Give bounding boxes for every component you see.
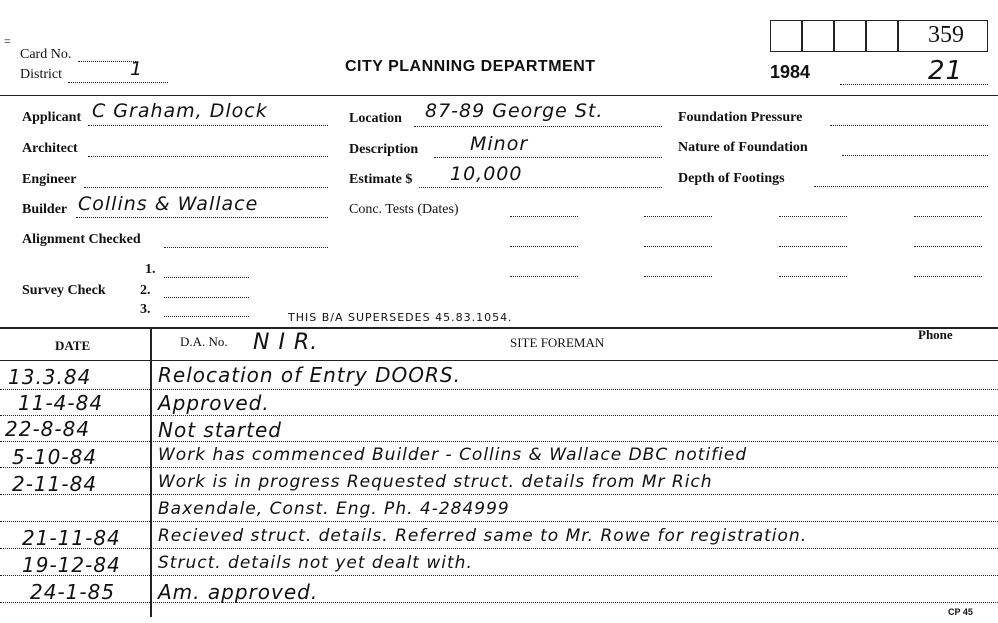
department-title: CITY PLANNING DEPARTMENT [345,58,596,75]
conc-line-1c [779,216,847,217]
row-text-1: Relocation of Entry DOORS. [158,363,461,387]
survey-line-1 [164,277,249,278]
row-text-5: Work is in progress Requested struct. details from Mr Rich [158,472,713,492]
applicant-value: C Graham, Dlock [92,100,268,122]
card-number-box-3 [834,20,866,52]
row-date-5: 2-11-84 [12,472,98,496]
year-label: 1984 [770,62,811,82]
conc-line-3d [914,276,982,277]
survey-num-2: 2. [140,283,151,298]
location-label: Location [349,111,402,126]
estimate-label: Estimate $ [349,172,413,187]
card-number-box-4 [866,20,898,52]
card-no-label: Card No. [20,47,72,62]
year-suffix: 21 [928,56,964,86]
district-label: District [20,67,62,82]
foundation-pressure-line [830,125,988,126]
row-text-9: Am. approved. [158,580,319,604]
architect-label: Architect [22,141,78,156]
estimate-line [419,187,662,188]
survey-line-3 [164,316,249,317]
supersedes-note: THIS B/A SUPERSEDES 45.83.1054. [288,311,513,324]
alignment-line [164,247,328,248]
phone-header: Phone [918,327,953,342]
row-text-3: Not started [158,418,282,442]
row-date-4: 5-10-84 [12,445,98,469]
site-foreman-header: SITE FOREMAN [510,335,605,350]
alignment-label: Alignment Checked [22,232,141,247]
row-line-3 [0,441,998,442]
estimate-value: 10,000 [450,163,523,185]
district-value: 1 [130,58,144,80]
row-text-4: Work has commenced Builder - Collins & Wallace DBC notified [158,445,748,465]
row-line-2 [0,415,998,416]
row-line-4 [0,467,998,468]
architect-line [88,156,328,157]
row-date-1: 13.3.84 [8,365,92,389]
year-line [840,84,988,85]
foundation-pressure-label: Foundation Pressure [678,110,803,125]
description-value: Minor [470,133,529,155]
conc-line-1d [914,216,982,217]
row-date-2: 11-4-84 [18,391,104,415]
description-label: Description [349,142,419,157]
margin-mark: = [4,34,11,48]
row-line-8 [0,575,998,576]
conc-line-2d [914,246,982,247]
row-line-5 [0,494,998,495]
card-number: 359 [928,22,964,48]
builder-value: Collins & Wallace [78,193,259,215]
survey-line-2 [164,297,249,298]
card-no-line [78,61,138,62]
row-line-1 [0,389,998,390]
conc-line-2c [779,246,847,247]
district-line [68,82,168,83]
engineer-line [84,187,328,188]
engineer-label: Engineer [22,172,77,187]
row-text-6: Baxendale, Const. Eng. Ph. 4-284999 [158,499,510,519]
depth-footings-line [814,186,988,187]
conc-line-1b [644,216,712,217]
date-header: DATE [55,338,91,353]
table-header-rule [0,360,998,361]
applicant-label: Applicant [22,110,82,125]
row-date-9: 24-1-85 [30,580,116,604]
form-code: CP 45 [948,607,973,617]
card-number-box-1 [770,20,802,52]
conc-line-3b [644,276,712,277]
date-column-divider [150,327,152,617]
conc-line-2a [510,246,578,247]
row-date-7: 21-11-84 [22,526,121,550]
row-text-8: Struct. details not yet dealt with. [158,553,473,573]
row-date-3: 22-8-84 [5,417,91,441]
row-line-6 [0,521,998,522]
survey-num-3: 3. [140,302,151,317]
row-text-7: Recieved struct. details. Referred same to Mr. Rowe for registration. [158,526,808,546]
header-rule [0,95,998,96]
conc-line-1a [510,216,578,217]
da-label: D.A. No. [180,334,228,349]
conc-tests-label: Conc. Tests (Dates) [349,202,459,217]
survey-num-1: 1. [145,262,156,277]
row-text-2: Approved. [158,391,270,415]
da-value: N I R. [253,330,319,355]
survey-label: Survey Check [22,283,106,298]
conc-line-2b [644,246,712,247]
conc-line-3c [779,276,847,277]
nature-foundation-label: Nature of Foundation [678,140,808,155]
description-line [434,157,662,158]
row-date-8: 19-12-84 [22,553,121,577]
conc-line-3a [510,276,578,277]
builder-label: Builder [22,202,68,217]
location-value: 87-89 George St. [425,100,604,122]
location-line [414,126,662,127]
row-line-9 [0,602,998,603]
builder-line [76,217,328,218]
depth-footings-label: Depth of Footings [678,171,785,186]
applicant-line [88,125,328,126]
card-number-box-2 [802,20,834,52]
row-line-7 [0,548,998,549]
nature-foundation-line [842,155,988,156]
